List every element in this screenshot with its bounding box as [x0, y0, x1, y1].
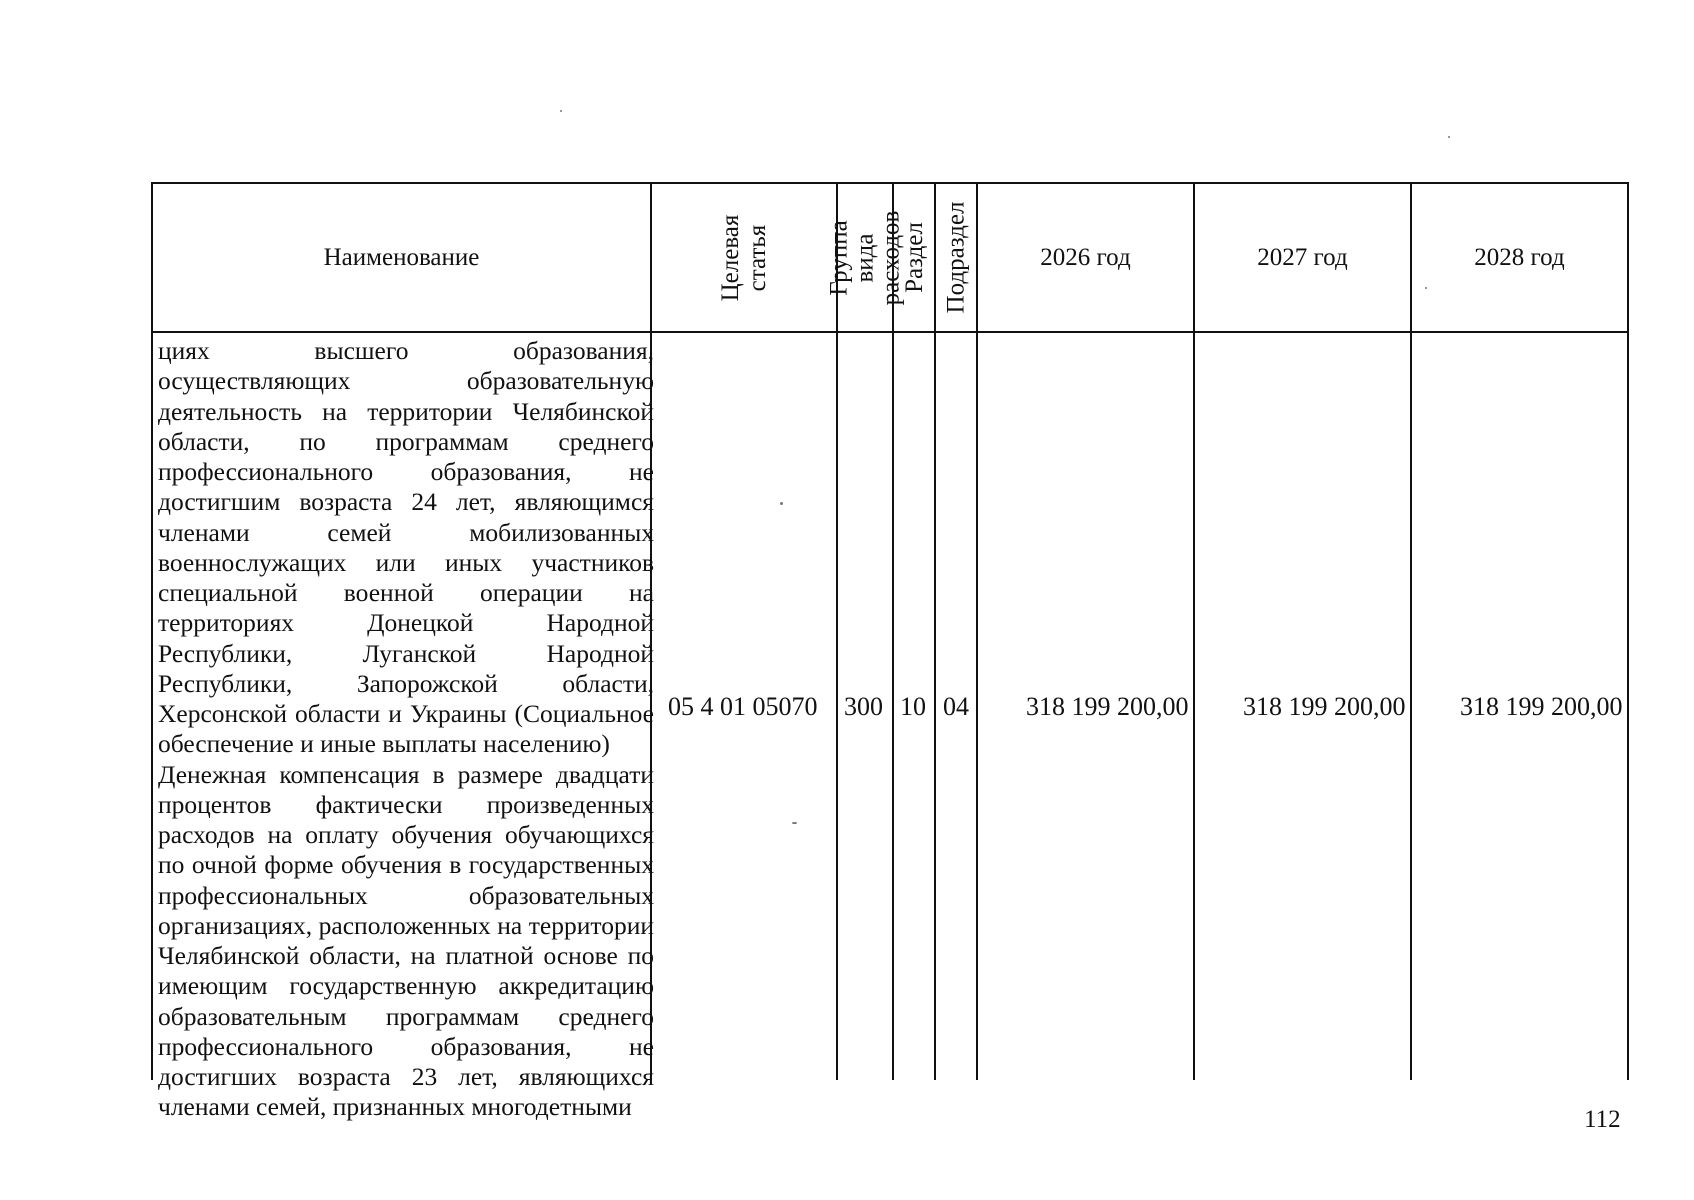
header-year-2027: [1195, 184, 1410, 331]
header-year-2026: [978, 184, 1193, 331]
description-paragraph-2: Денежная компенсация в размере двадцати процентов фактически произведенных расходов на оплату обучения обучающихся по очной форме обучения в государственных профессиональных образовательных организациях, расположенных на территории Челябинской области, на платной основе по имеющим государственную аккредитацию образовательным программам среднего профессионального образования, не достигших возраста 23 лет, являющихся членами семей, признанных многодетными: [158, 759, 654, 1122]
page-number: 112: [1584, 1106, 1621, 1133]
header-subsection-text: Подраздел: [942, 201, 970, 314]
target-article-value: 05 4 01 05070: [668, 692, 818, 721]
scan-speck: [560, 110, 562, 112]
scan-speck: [780, 502, 783, 505]
header-target-article-text: Целевая статья: [717, 214, 771, 301]
section-value: 10: [900, 692, 926, 721]
amount-2028-value: 318 199 200,00: [1460, 692, 1623, 721]
header-year-2028-text: 2028 год: [1474, 243, 1565, 271]
header-year-2026-text: 2026 год: [1040, 243, 1131, 271]
header-bottom-border: [151, 331, 1629, 333]
expense-group-value: 300: [844, 692, 883, 721]
scan-speck: [792, 822, 797, 824]
header-year-2028: [1412, 184, 1627, 331]
header-name-text: Наименование: [323, 243, 480, 271]
header-target-article: [652, 184, 836, 331]
header-year-2027-text: 2027 год: [1257, 243, 1348, 271]
scan-speck: [1448, 136, 1450, 138]
header-section: [894, 184, 934, 331]
header-section-text: Раздел: [900, 222, 928, 293]
header-expense-group: [825, 184, 904, 331]
subsection-value: 04: [943, 692, 969, 721]
row-description: [158, 336, 654, 1123]
table-right-border: [1627, 182, 1629, 1080]
amount-2027-value: 318 199 200,00: [1243, 692, 1406, 721]
header-name: [153, 184, 650, 331]
scan-speck: [1425, 287, 1427, 289]
header-expense-group-text: Группа вида расходов: [825, 210, 904, 305]
description-paragraph-1: циях высшего образования, осуществляющих образовательную деятельность на территории Челябинской области, по программам среднего профессионального образования, не достигшим возраста 24 лет, являющимся членами семей мобилизованных военнослужащих или иных участников специальной военной операции на территориях Донецкой Народной Республики, Луганской Народной Республики, Запорожской области, Херсонской области и Украины (Социальное обеспечение и иные выплаты населению): [158, 336, 654, 759]
header-subsection: [936, 184, 976, 331]
amount-2026-value: 318 199 200,00: [1026, 692, 1189, 721]
